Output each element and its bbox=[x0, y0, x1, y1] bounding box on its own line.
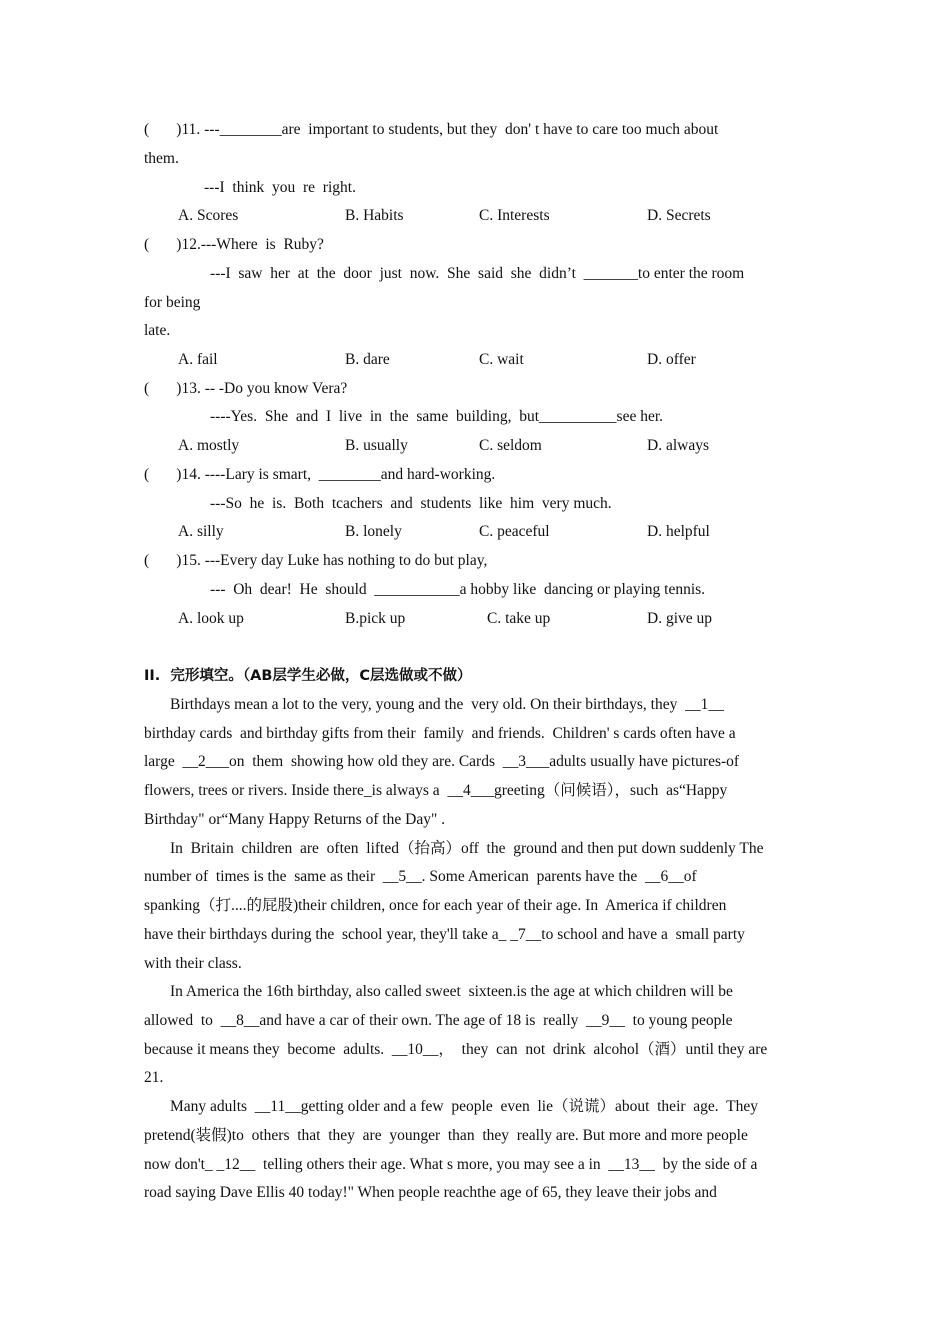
option-d: D. Secrets bbox=[647, 207, 711, 224]
option-d: D. offer bbox=[647, 351, 696, 368]
option-c: C. seldom bbox=[479, 437, 542, 454]
passage-line: road saying Dave Ellis 40 today!" When people reachthe age of 65, they leave their jobs and bbox=[144, 1184, 717, 1201]
option-a: A. Scores bbox=[178, 207, 239, 224]
passage-line: with their class. bbox=[144, 955, 242, 972]
passage-line: number of times is the same as their __5__. Some American parents have the __6__of bbox=[144, 868, 697, 885]
passage-line: In America the 16th birthday, also called sweet sixteen.is the age at which children will be bbox=[170, 983, 733, 1000]
option-b: B. dare bbox=[345, 351, 390, 368]
passage-line: 21. bbox=[144, 1069, 164, 1086]
passage-line: Many adults __11__getting older and a few people even lie（说谎）about their age. They bbox=[170, 1098, 758, 1115]
option-b: B.pick up bbox=[345, 610, 406, 627]
passage-line: large __2___on them showing how old they are. Cards __3___adults usually have pictures-of bbox=[144, 753, 740, 770]
question-14-line-1: ( )14. ----Lary is smart, ________and hard-working. bbox=[144, 466, 496, 483]
passage-line: flowers, trees or rivers. Inside there_is always a __4___greeting（问候语），such as“Happy bbox=[144, 782, 728, 799]
question-14-line-2: ---So he is. Both tcachers and students like him very much. bbox=[210, 495, 612, 512]
question-12-line-2: ---I saw her at the door just now. She said she didn’t _______to enter the room bbox=[210, 265, 745, 282]
option-b: B. usually bbox=[345, 437, 408, 454]
passage-line: In Britain children are often lifted（抬高）off the ground and then put down suddenly The bbox=[170, 840, 764, 857]
question-15-line-1: ( )15. ---Every day Luke has nothing to do but play, bbox=[144, 552, 488, 569]
passage-line: Birthdays mean a lot to the very, young and the very old. On their birthdays, they __1__ bbox=[170, 696, 724, 713]
option-c: C. wait bbox=[479, 351, 524, 368]
question-11-response: ---I think you re right. bbox=[204, 179, 356, 196]
option-a: A. fail bbox=[178, 351, 218, 368]
question-13-line-2: ----Yes. She and I live in the same building, but__________see her. bbox=[210, 408, 664, 425]
option-c: C. take up bbox=[487, 610, 551, 627]
passage-line: birthday cards and birthday gifts from their family and friends. Children' s cards often have a bbox=[144, 725, 736, 742]
passage-line: pretend(装假)to others that they are younger than they really are. But more and more people bbox=[144, 1127, 748, 1144]
passage-line: have their birthdays during the school year, they'll take a_ _7__to school and have a small party bbox=[144, 926, 745, 943]
option-b: B. lonely bbox=[345, 523, 402, 540]
option-d: D. give up bbox=[647, 610, 713, 627]
passage-line: now don't_ _12__ telling others their age. What s more, you may see a in __13__ by the side of a bbox=[144, 1156, 758, 1173]
question-13-line-1: ( )13. -- -Do you know Vera? bbox=[144, 380, 348, 397]
question-12-line-3: for being bbox=[144, 294, 201, 311]
passage-line: because it means they become adults. __10__， they can not drink alcohol（酒）until they are bbox=[144, 1041, 768, 1058]
question-12-line-4: late. bbox=[144, 322, 171, 339]
passage-line: Birthday" or“Many Happy Returns of the Day" . bbox=[144, 811, 446, 828]
option-c: C. peaceful bbox=[479, 523, 550, 540]
option-a: A. silly bbox=[178, 523, 224, 540]
passage-line: allowed to __8__and have a car of their own. The age of 18 is really __9__ to young people bbox=[144, 1012, 733, 1029]
question-11-line-2: them. bbox=[144, 150, 179, 167]
question-15-line-2: --- Oh dear! He should ___________a hobby like dancing or playing tennis. bbox=[210, 581, 706, 598]
option-a: A. look up bbox=[178, 610, 244, 627]
section-heading: II. 完形填空。（AB层学生必做，C层选做或不做） bbox=[144, 668, 472, 684]
option-c: C. Interests bbox=[479, 207, 550, 224]
question-11-line-1: ( )11. ---________are important to students, but they don' t have to care too much about bbox=[144, 121, 719, 138]
passage-line: spanking（打....的屁股)their children, once for each year of their age. In America if children bbox=[144, 897, 727, 914]
option-b: B. Habits bbox=[345, 207, 404, 224]
option-d: D. helpful bbox=[647, 523, 710, 540]
option-a: A. mostly bbox=[178, 437, 240, 454]
question-12-line-1: ( )12.---Where is Ruby? bbox=[144, 236, 324, 253]
option-d: D. always bbox=[647, 437, 709, 454]
